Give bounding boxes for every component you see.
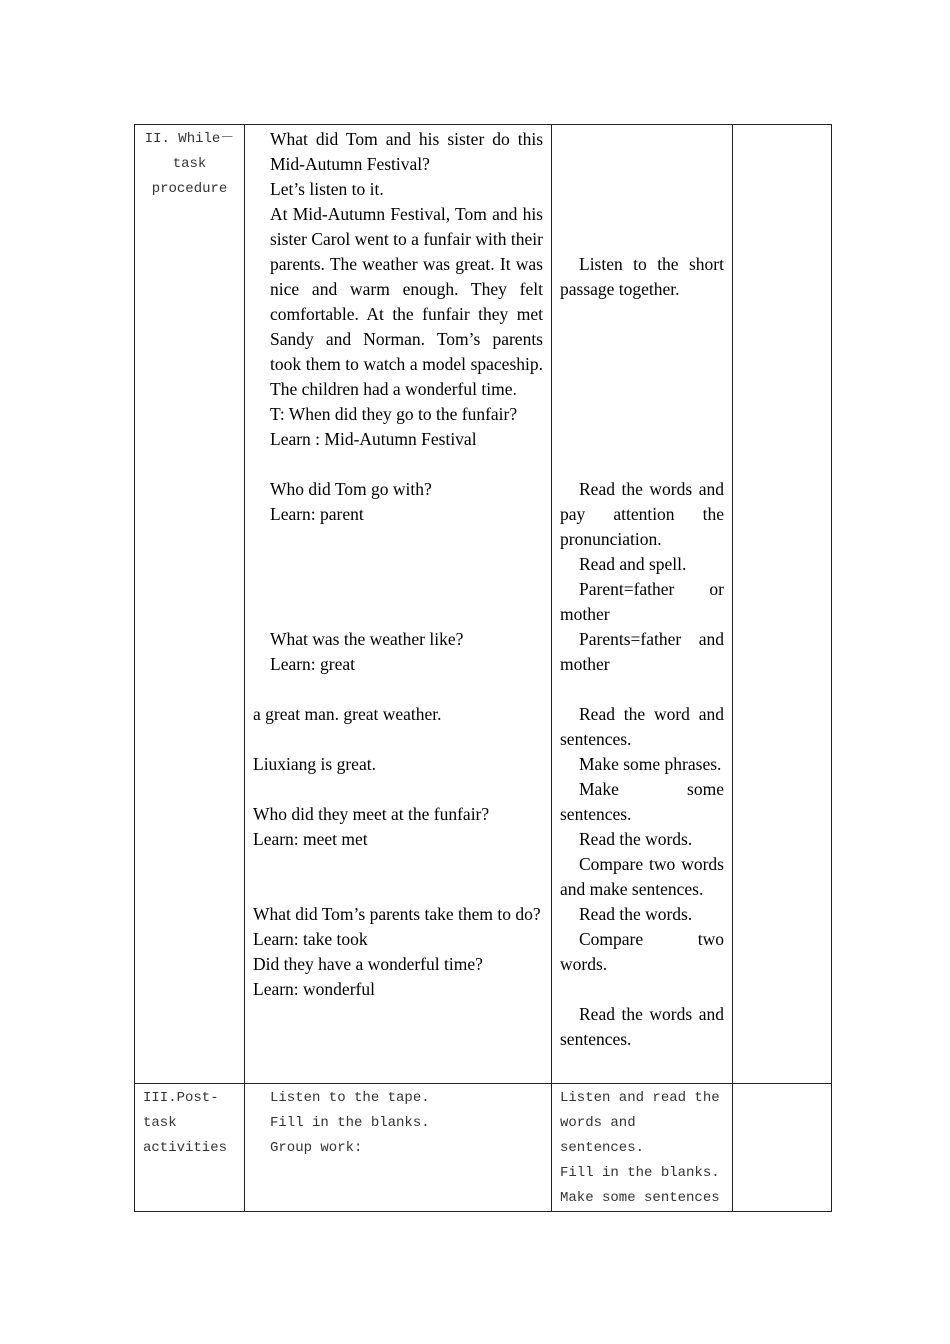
notes-cell xyxy=(733,1084,832,1212)
table-row xyxy=(135,1084,832,1212)
activity-text: Read the words and pay attention the pronunciation. xyxy=(560,479,724,549)
activity-content: Listen and read the words and sentences. Fill in the blanks. Make some sentences xyxy=(560,1090,720,1206)
procedure-content xyxy=(245,125,551,1002)
table-row xyxy=(135,125,832,1084)
procedure-cell xyxy=(245,1084,552,1212)
learn-text: Learn: meet met xyxy=(253,829,368,849)
question-text: Who did they meet at the funfair? xyxy=(253,804,490,824)
activity-text: Parent=father or mother xyxy=(560,579,724,624)
activity-text: Make some sentences. xyxy=(560,779,724,824)
activity-text: Make some phrases. xyxy=(579,754,722,774)
question-text: What was the weather like? xyxy=(270,629,464,649)
question-text: Did they have a wonderful time? xyxy=(253,954,483,974)
learn-text: Learn: wonderful xyxy=(253,979,375,999)
learn-text: Learn : Mid-Autumn Festival xyxy=(270,429,477,449)
procedure-content: Listen to the tape. Fill in the blanks. Group work: xyxy=(270,1090,430,1156)
activity-text: Read the word and sentences. xyxy=(560,704,724,749)
stage-cell xyxy=(135,125,245,1084)
question-text: Who did Tom go with? xyxy=(270,479,432,499)
activity-text: Parents=father and mother xyxy=(560,629,724,674)
activity-text: Compare two words. xyxy=(560,929,724,974)
stage-cell xyxy=(135,1084,245,1212)
activity-text: Read the words. xyxy=(579,904,693,924)
activity-cell xyxy=(552,1084,733,1212)
activity-text: Read the words. xyxy=(579,829,693,849)
activity-content xyxy=(552,125,732,1052)
instruction-text: Let’s listen to it. xyxy=(270,179,384,199)
activity-text: Read the words and sentences. xyxy=(560,1004,724,1049)
procedure-cell xyxy=(245,125,552,1084)
learn-text: Learn: great xyxy=(270,654,356,674)
learn-text: Learn: take took xyxy=(253,929,368,949)
lesson-plan-table xyxy=(134,124,832,1212)
passage-text: At Mid-Autumn Festival, Tom and his sister Carol went to a funfair with their parents. The weather was great. It was nice and warm enough. They felt comfortable. At the funfair they met Sandy and Norman. Tom’s parents took them to watch a model spaceship. The children had a wonderful time. xyxy=(270,204,543,399)
activity-text: Compare two words and make sentences. xyxy=(560,854,724,899)
teacher-question: T: When did they go to the funfair? xyxy=(270,404,518,424)
example-text: a great man. great weather. xyxy=(253,704,442,724)
activity-text: Read and spell. xyxy=(579,554,687,574)
question-text: What did Tom and his sister do this Mid-Autumn Festival? xyxy=(270,129,543,174)
activity-cell xyxy=(552,125,733,1084)
activity-text: Listen to the short passage together. xyxy=(560,254,724,299)
example-text: Liuxiang is great. xyxy=(253,754,376,774)
notes-cell xyxy=(733,125,832,1084)
stage-label: III.Post- task activities xyxy=(143,1090,228,1156)
learn-text: Learn: parent xyxy=(270,504,364,524)
question-text: What did Tom’s parents take them to do? xyxy=(253,904,541,924)
stage-label: II. While－ task procedure xyxy=(144,131,235,197)
